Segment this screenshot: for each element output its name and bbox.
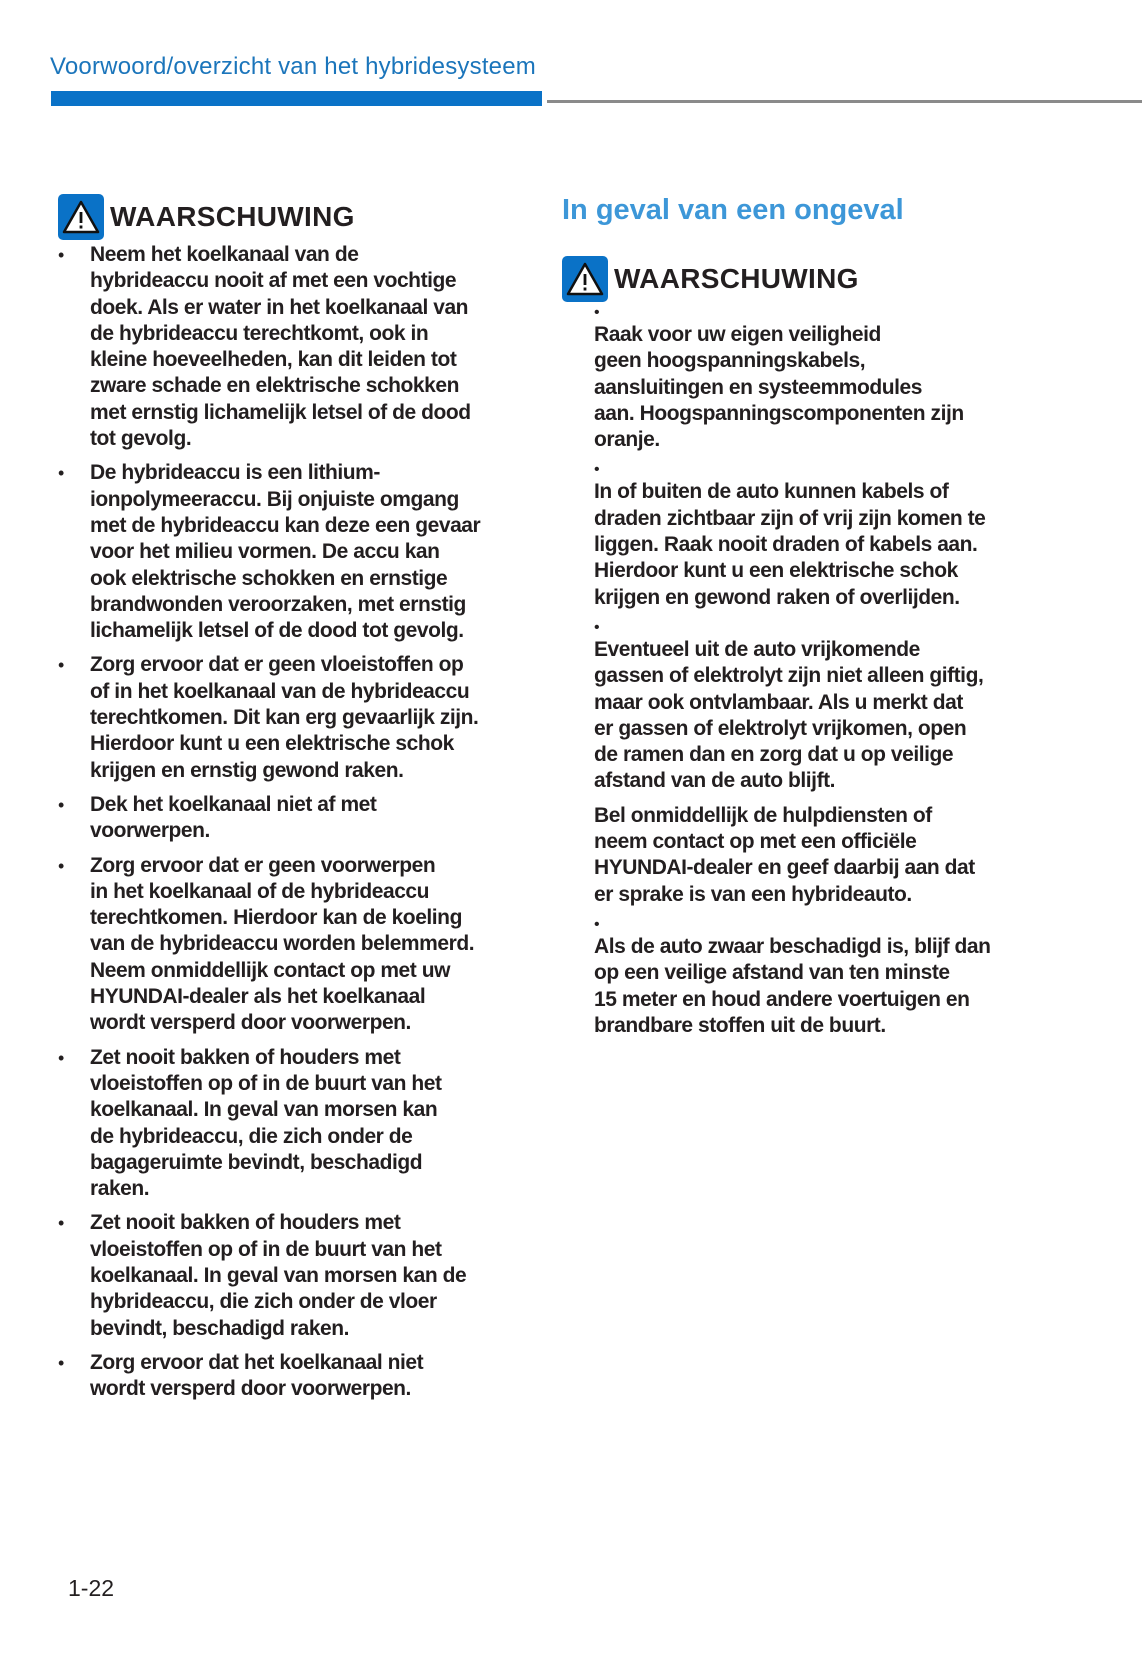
text-line: er sprake is van een hybrideauto. [594, 882, 912, 906]
text-line: Neem het koelkanaal van de [90, 243, 359, 266]
text-line: liggen. Raak nooit draden of kabels aan. [594, 533, 978, 557]
list-item [562, 304, 1002, 453]
text-line: raken. [90, 1177, 150, 1201]
bullet-icon: • [594, 915, 600, 933]
list-item [58, 1045, 498, 1203]
text-line: Zet nooit bakken of houders met [90, 1211, 401, 1235]
text-line: hybrideaccu, die zich onder de vloer [90, 1290, 437, 1314]
text-line: oranje. [594, 428, 660, 452]
warning-label: WAARSCHUWING [110, 201, 355, 232]
text-line: tot gevolg. [90, 427, 192, 451]
text-line: Als de auto zwaar beschadigd is, blijf dan [594, 934, 991, 958]
text-line: geen hoogspanningskabels, [594, 349, 866, 373]
bullet-icon: • [594, 461, 600, 479]
text-line: bevindt, beschadigd raken. [90, 1316, 350, 1340]
list-item [562, 619, 1002, 795]
text-line: In of buiten de auto kunnen kabels of [594, 480, 949, 504]
text-line: krijgen en ernstig gewond raken. [90, 758, 404, 782]
warning-triangle-icon [58, 194, 104, 240]
warning-heading [562, 256, 1002, 302]
text-line: ionpolymeeraccu. Bij onjuiste omgang [90, 487, 459, 511]
text-line: terechtkomen. Dit kan erg gevaarlijk zijn. [90, 706, 479, 730]
text-line: afstand van de auto blijft. [594, 769, 836, 793]
list-item [562, 461, 1002, 610]
text-line: maar ook ontvlambaar. Als u merkt dat [594, 690, 963, 714]
text-line: doek. Als er water in het koelkanaal van [90, 295, 469, 319]
text-line: er gassen of elektrolyt vrijkomen, open [594, 716, 967, 740]
text-line: Zet nooit bakken of houders met [90, 1045, 401, 1069]
list-item [58, 1210, 498, 1341]
bullet-icon: • [594, 304, 600, 321]
text-line: de hybrideaccu terechtkomt, ook in [90, 321, 429, 345]
text-line: met ernstig lichamelijk letsel of de dood [90, 400, 471, 424]
text-line: voor het milieu vormen. De accu kan [90, 540, 440, 564]
bullet-icon: • [58, 855, 65, 876]
text-line: HYUNDAI-dealer als het koelkanaal [90, 985, 426, 1009]
text-line: wordt versperd door voorwerpen. [90, 1377, 411, 1401]
bullet-icon: • [58, 655, 65, 676]
left-column [58, 194, 498, 1410]
text-line: Zorg ervoor dat het koelkanaal niet [90, 1350, 424, 1374]
text-line: De hybrideaccu is een lithium- [90, 461, 380, 485]
text-line: terechtkomen. Hierdoor kan de koeling [90, 906, 462, 930]
text-line: voorwerpen. [90, 819, 210, 843]
text-line: Neem onmiddellijk contact op met uw [90, 958, 450, 982]
bullet-icon: • [58, 1047, 65, 1068]
text-line: ook elektrische schokken en ernstige [90, 566, 448, 590]
list-item [58, 652, 498, 783]
running-header: Voorwoord/overzicht van het hybridesysteem [50, 53, 536, 80]
text-line: Hierdoor kunt u een elektrische schok [90, 732, 454, 756]
text-line: aansluitingen en systeemmodules [594, 375, 922, 399]
text-line: kleine hoeveelheden, kan dit leiden tot [90, 348, 457, 372]
text-line: de hybrideaccu, die zich onder de [90, 1124, 413, 1148]
text-line: Eventueel uit de auto vrijkomende [594, 637, 920, 661]
text-line: Bel onmiddellijk de hulpdiensten of [594, 803, 932, 827]
text-line: draden zichtbaar zijn of vrij zijn komen te [594, 506, 986, 530]
warning-list [58, 242, 498, 1402]
warning-heading [58, 194, 498, 240]
right-column [562, 194, 1002, 1047]
text-line: bagageruimte bevindt, beschadigd [90, 1150, 423, 1174]
text-line: of in het koelkanaal van de hybrideaccu [90, 679, 470, 703]
warning-label: WAARSCHUWING [614, 263, 859, 294]
list-item [58, 1350, 498, 1403]
text-line: gassen of elektrolyt zijn niet alleen giftig, [594, 664, 984, 688]
text-line: krijgen en gewond raken of overlijden. [594, 585, 960, 609]
text-line: in het koelkanaal of de hybrideaccu [90, 879, 430, 903]
bullet-icon: • [58, 463, 65, 484]
text-line: op een veilige afstand van ten minste [594, 961, 950, 985]
text-line: zware schade en elektrische schokken [90, 374, 459, 398]
bullet-icon: • [58, 794, 65, 815]
bullet-icon: • [58, 1213, 65, 1234]
text-line: brandwonden veroorzaken, met ernstig [90, 592, 466, 616]
text-line: HYUNDAI-dealer en geef daarbij aan dat [594, 856, 975, 880]
page-number: 1-22 [68, 1575, 115, 1601]
text-line: wordt versperd door voorwerpen. [90, 1011, 411, 1035]
section-title: In geval van een ongeval [562, 194, 904, 226]
text-line: vloeistoffen op of in de buurt van het [90, 1071, 442, 1095]
text-line: koelkanaal. In geval van morsen kan de [90, 1263, 467, 1287]
text-line: 15 meter en houd andere voertuigen en [594, 987, 970, 1011]
text-line: Zorg ervoor dat er geen voorwerpen [90, 853, 436, 877]
list-item [58, 242, 498, 452]
text-line: brandbare stoffen uit de buurt. [594, 1013, 886, 1037]
text-line: van de hybrideaccu worden belemmerd. [90, 932, 475, 956]
text-line: neem contact op met een officiële [594, 830, 917, 854]
text-line: hybrideaccu nooit af met een vochtige [90, 269, 457, 293]
list-item [562, 916, 1002, 1039]
text-line: de ramen dan en zorg dat u op veilige [594, 743, 954, 767]
paragraph [562, 803, 1002, 908]
text-line: met de hybrideaccu kan deze een gevaar [90, 513, 481, 537]
text-line: Hierdoor kunt u een elektrische schok [594, 559, 958, 583]
list-item [58, 792, 498, 845]
warning-list [562, 304, 1002, 1039]
warning-triangle-icon [562, 256, 608, 302]
bullet-icon: • [58, 245, 65, 265]
header-accent-bar [51, 91, 542, 106]
text-line: Zorg ervoor dat er geen vloeistoffen op [90, 653, 464, 677]
text-line: Raak voor uw eigen veiligheid [594, 323, 881, 346]
text-line: Dek het koelkanaal niet af met [90, 792, 377, 816]
list-item [58, 460, 498, 644]
bullet-icon: • [58, 1352, 65, 1373]
text-line: vloeistoffen op of in de buurt van het [90, 1237, 442, 1261]
text-line: lichamelijk letsel of de dood tot gevolg. [90, 619, 464, 643]
header-rule [547, 100, 1142, 103]
bullet-icon: • [594, 618, 600, 636]
text-line: koelkanaal. In geval van morsen kan [90, 1098, 438, 1122]
text-line: aan. Hoogspanningscomponenten zijn [594, 401, 964, 425]
list-item [58, 853, 498, 1037]
